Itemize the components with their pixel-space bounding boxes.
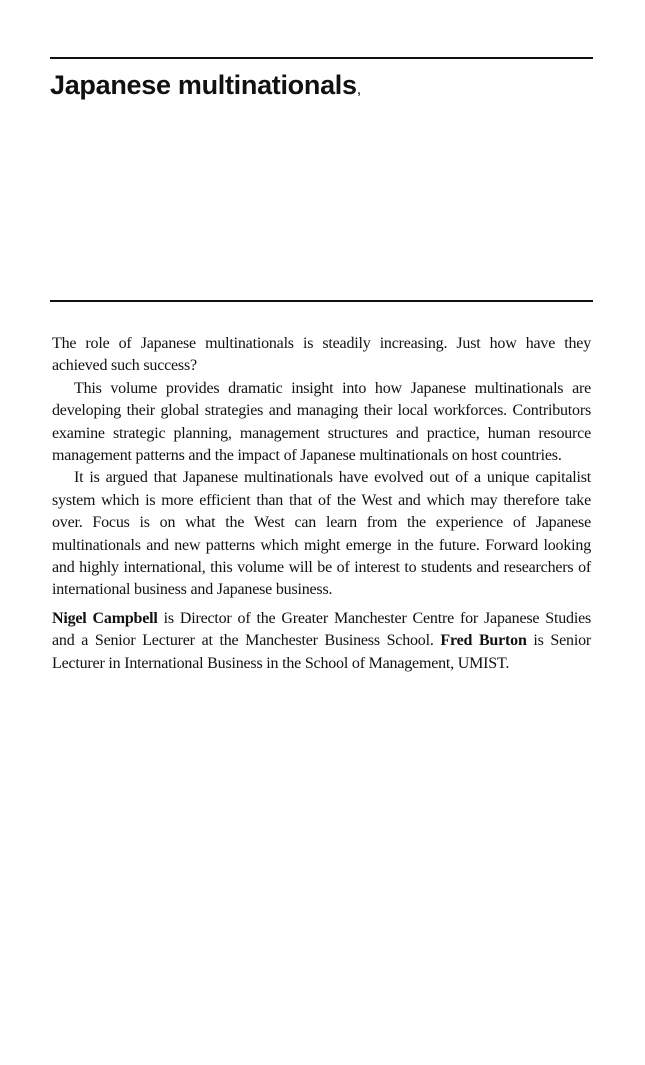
blurb-paragraph-1: The role of Japanese multinationals is steadily increasing. Just how have they achieved such success? (52, 335, 591, 375)
author-name-campbell: Nigel Campbell (52, 609, 158, 627)
section-rule (50, 300, 593, 302)
blurb-text (52, 333, 591, 675)
blurb-paragraph-3: It is argued that Japanese multinationals have evolved out of a unique capitalist system which is more efficient than that of the West and which may therefore take over. Focus is on what the West can learn from the experience of Japanese multinationals and new patterns which might emerge in the future. Forward looking and highly international, this volume will be of interest to students and researchers of international business and Japanese business. (52, 469, 591, 599)
author-bio-campbell: is Director of the Greater Manchester Centre for Japanese Studies and a Senior Lecturer at the Manchester Business School. (52, 609, 591, 650)
top-rule (50, 57, 593, 59)
author-bio (52, 608, 591, 675)
author-bio-burton: is Senior Lecturer in International Business in the School of Management, UMIST. (52, 632, 592, 672)
author-name-burton: Fred Burton (440, 632, 527, 650)
title-text: Japanese multinationals (50, 70, 357, 100)
title-mark: , (356, 81, 361, 98)
blurb-paragraph-2: This volume provides dramatic insight into how Japanese multinationals are developing their global strategies and managing their local workforces. Contributors examine strategic planning, management structures and practice, human resource management patterns and the impact of Japanese multinationals on host countries. (52, 379, 591, 465)
page-title (50, 69, 361, 101)
